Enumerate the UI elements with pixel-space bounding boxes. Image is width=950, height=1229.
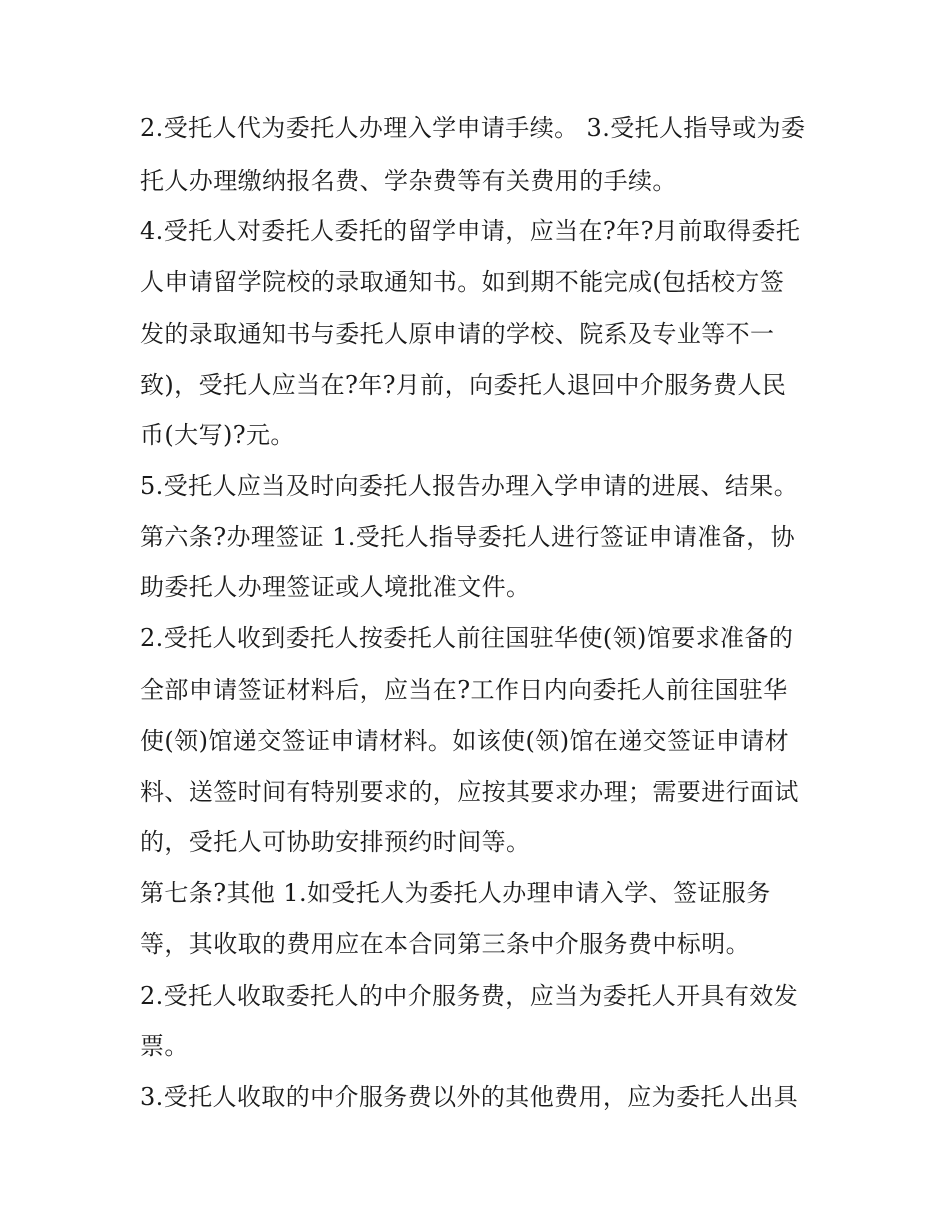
text-line: 4.受托人对委托人委托的留学申请，应当在?年?月前取得委托	[140, 217, 801, 245]
text-line: 发的录取通知书与委托人原申请的学校、院系及专业等不一	[140, 320, 775, 348]
text-line: 票。	[140, 1032, 189, 1060]
text-line: 致)，受托人应当在?年?月前，向委托人退回中介服务费人民	[140, 371, 787, 399]
text-line: 使(领)馆递交签证申请材料。如该使(领)馆在递交签证申请材	[140, 727, 790, 755]
text-line: 3.受托人收取的中介服务费以外的其他费用，应为委托人出具	[140, 1083, 799, 1111]
text-line: 5.受托人应当及时向委托人报告办理入学申请的进展、结果。	[140, 472, 799, 500]
text-line: 币(大写)?元。	[140, 421, 295, 449]
text-line: 等，其收取的费用应在本合同第三条中介服务费中标明。	[140, 930, 750, 958]
text-line: 托人办理缴纳报名费、学杂费等有关费用的手续。	[140, 167, 677, 195]
text-line: 料、送签时间有特别要求的，应按其要求办理；需要进行面试	[140, 778, 799, 806]
text-line: 第六条?办理签证 1.受托人指导委托人进行签证申请准备，协	[140, 523, 795, 551]
text-line: 2.受托人收取委托人的中介服务费，应当为委托人开具有效发	[140, 982, 799, 1010]
text-line: 助委托人办理签证或人境批准文件。	[140, 573, 531, 601]
text-line: 2.受托人代为委托人办理入学申请手续。 3.受托人指导或为委	[140, 114, 806, 142]
text-line: 2.受托人收到委托人按委托人前往国驻华使(领)馆要求准备的	[140, 624, 794, 652]
text-line: 人申请留学院校的录取通知书。如到期不能完成(包括校方签	[140, 268, 785, 296]
text-line: 的，受托人可协助安排预约时间等。	[140, 828, 531, 856]
text-line: 第七条?其他 1.如受托人为委托人办理申请入学、签证服务	[140, 879, 771, 907]
text-line: 全部申请签证材料后，应当在?工作日内向委托人前往国驻华	[140, 676, 788, 704]
